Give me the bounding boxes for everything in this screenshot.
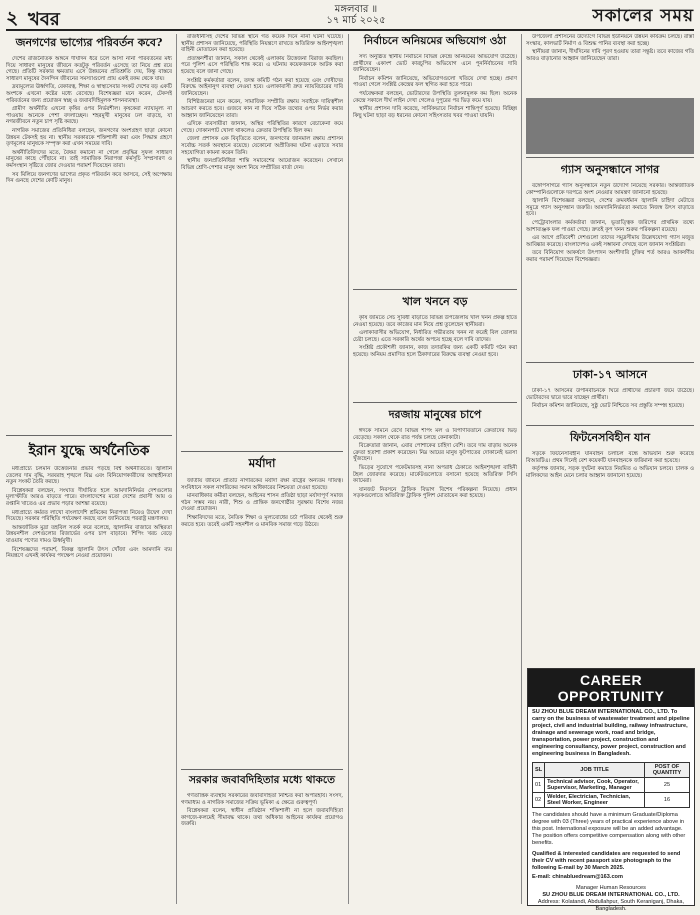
article [353, 34, 517, 286]
paragraph: দেশের রাজনৈতিক অঙ্গনে দীর্ঘদিন ধরে চলে আসা নানা পরিবর্তনের মধ্য দিয়ে সাধারণ মানুষের জীবনে কতটুকু পরিবর্তন এসেছে তা নিয়ে প্রশ্ন রয়ে গেছে। প্রতিটি সরকার ক্ষমতায় এসে উন্নয়নের প্রতিশ্রুতি দেয়, কিন্তু বাস্তবে সাধারণ মানুষের দৈনন্দিন জীবনের সমস্যাগুলো প্রায় একই রকম থেকে যায়। [6, 56, 172, 82]
job-table-header [533, 763, 690, 778]
column-2 [181, 34, 343, 903]
career-ad-address: Address: Kolatandi, Abdullahpur, South Keraniganj, Dhaka, Bangladesh. [537, 899, 685, 912]
article [353, 406, 517, 898]
paragraph: শিক্ষাবিদদের মতে, নৈতিক শিক্ষা ও মূল্যবোধের চর্চা পরিবার থেকেই শুরু করতে হবে। তবেই একটি সহনশীল ও মানবিক সমাজ গড়ে উঠবে। [181, 514, 343, 528]
table-row [533, 778, 690, 793]
table-row [533, 793, 690, 808]
paragraph: পেট্রোবাংলার কর্মকর্তারা জানান, ভূতাত্ত্বিক জরিপের প্রাথমিক তথ্যে আশাব্যঞ্জক ফল পাওয়া গেছে। দ্রুতই কূপ খনন শুরুর পরিকল্পনা রয়েছে। [526, 219, 694, 233]
paragraph: এর আগে প্রতিবেশী দেশগুলো তাদের সমুদ্রসীমায় উল্লেখযোগ্য গ্যাস মজুত আবিষ্কার করেছে। বাংলাদেশও একই সম্ভাবনা দেখছে বলে জানান সংশ্লিষ্টরা। [526, 235, 694, 248]
job-table [532, 762, 690, 808]
paragraph: এলাকাবাসীর অভিযোগ, নির্ধারিত গভীরতায় খনন না করেই বিল তোলার চেষ্টা চলছে। এতে সরকারি অর্থের অপচয় হচ্ছে বলে দাবি তাদের। [353, 330, 517, 343]
paragraph: যানজট নিরসনে ট্রাফিক বিভাগ বিশেষ পরিকল্পনা নিয়েছে। প্রধান সড়কগুলোতে অতিরিক্ত ট্রাফিক পুলিশ মোতায়েন করা হয়েছে। [353, 486, 517, 500]
paragraph: ঈদকে সামনে রেখে বিভিন্ন শপিং মল ও বিপণিবিতানে ক্রেতাদের ভিড় বেড়েছে। সকাল থেকে রাত পর্যন্ত চলছে কেনাকাটা। [353, 428, 517, 441]
article-headline: ইরান যুদ্ধে অর্থনৈতিক [28, 443, 150, 459]
paragraph: কৃষি জমিতে সেচ সুবিধা বাড়াতে বিভিন্ন উপজেলায় খাল খনন প্রকল্প হাতে নেওয়া হয়েছে। তবে কাজের মান নিয়ে প্রশ্ন তুলেছেন স্থানীয়রা। [353, 315, 517, 328]
paragraph: সংশ্লিষ্ট প্রকৌশলী জানান, কাজ তদারকির জন্য একটি কমিটি গঠন করা হয়েছে। অনিয়ম প্রমাণিত হলে ঠিকাদারের বিরুদ্ধে ব্যবস্থা নেওয়া হবে। [353, 345, 517, 358]
section-divider [353, 402, 517, 403]
paragraph: মধ্যপ্রাচ্যে কর্মরত লাখো বাংলাদেশি শ্রমিকের নিরাপত্তা নিয়েও উদ্বেগ দেখা দিয়েছে। সরকার পরিস্থিতি পর্যবেক্ষণ করছে বলে জানিয়েছে পররাষ্ট্র মন্ত্রণালয়। [6, 509, 172, 523]
article-headline: নির্বাচনে অনিয়মের অভিযোগ ওঠা [363, 35, 507, 47]
article-headline: ঢাকা-১৭ আসনে [572, 368, 648, 381]
column-4 [526, 34, 694, 531]
column-divider [176, 34, 177, 904]
cell-job-title: Welder, Electrician, Technician, Steel Worker, Engineer [545, 793, 645, 808]
paragraph: তবে বিনিয়োগ আকর্ষণে উৎপাদন অংশীদারি চুক্তির শর্ত আরও আকর্ষণীয় করার পরামর্শ দিয়েছেন বিশেষজ্ঞরা। [526, 250, 694, 263]
section-divider [6, 435, 172, 436]
column-3 [353, 34, 517, 898]
career-ad-company: SU ZHOU BLUE DREAM INTERNATIONAL CO., LTD. [542, 892, 680, 898]
section-divider [526, 362, 694, 363]
section-name: খবর [28, 9, 60, 30]
article [526, 429, 694, 531]
article-body [526, 451, 694, 531]
article-headline: জনগণের ভাগ্যের পরিবর্তন কবে? [15, 36, 163, 49]
career-ad-signoff: Manager Human Resources [576, 885, 646, 891]
article-headline: ফিটনেসবিহীন যান [569, 431, 651, 444]
paragraph: বিশ্লেষকরা বলছেন, সংঘাত দীর্ঘায়িত হলে আমদানিনির্ভর দেশগুলোর মূল্যস্ফীতি আরও বাড়তে পারে। বাংলাদেশের মতো দেশের প্রবাসী আয় ও রপ্তানি খাতেও এর প্রভাব পড়ার আশঙ্কা রয়েছে। [6, 487, 172, 507]
cell-quantity: 25 [644, 778, 689, 793]
column-header: JOB TITLE [545, 763, 645, 778]
section-divider [353, 289, 517, 290]
paragraph: সদ্য অনুষ্ঠিত স্থানীয় নির্বাচনে বিভিন্ন কেন্দ্রে অনিয়মের অভিযোগ উঠেছে। প্রার্থীদের একাংশ ভোট কারচুপির অভিযোগ এনে পুনর্নির্বাচনের দাবি জানিয়েছেন। [353, 54, 517, 74]
section-divider [181, 769, 343, 770]
column-divider [521, 34, 522, 904]
paragraph: অর্থনীতিবিদদের মতে, বৈষম্য কমানো না গেলে প্রবৃদ্ধির সুফল সাধারণ মানুষের কাছে পৌঁছাবে না। তাই সামাজিক নিরাপত্তা কর্মসূচি সম্প্রসারণ ও কর্মসংস্থান সৃষ্টিতে জোর দেওয়ার পরামর্শ দিয়েছেন তারা। [6, 149, 172, 169]
cell-sl: 02 [533, 793, 545, 808]
article-body [526, 388, 694, 422]
paragraph: এদিকে ব্যবসায়ীরা জানান, অস্থির পরিস্থিতির কারণে বেচাকেনা কমে গেছে। দোকানপাট খোলা থাকলেও ক্রেতার উপস্থিতি ছিল কম। [181, 121, 343, 134]
column-1 [6, 34, 172, 912]
article-headline: মর্যাদা [248, 456, 276, 470]
section-divider [526, 425, 694, 426]
article-body [526, 34, 694, 96]
paragraph: নাগরিক সমাজের প্রতিনিধিরা বলছেন, জনগণের অংশগ্রহণ ছাড়া কোনো উন্নয়ন টেকসই হয় না। স্থানীয় সরকারকে শক্তিশালী করা এবং সিদ্ধান্ত গ্রহণে তৃণমূলের মানুষকে সম্পৃক্ত করা এখন সময়ের দাবি। [6, 127, 172, 148]
paragraph: আন্তর্জাতিক মুদ্রা তহবিল সতর্ক করে বলেছে, জ্বালানির বাজারে অস্থিরতা উন্নয়নশীল দেশগুলোর রিজার্ভের ওপর চাপ বাড়াবে। শিপিং খরচ বেড়ে যাওয়ায় পণ্যের দামও ঊর্ধ্বমুখী। [6, 524, 172, 544]
article-headline: খাল খননে বড় [402, 295, 468, 308]
paragraph: ঢাকা-১৭ আসনের উপনির্বাচনকে ঘিরে প্রার্থীদের প্রচারণা জমে উঠেছে। ভোটারদের দ্বারে দ্বারে যাচ্ছেন প্রার্থীরা। [526, 388, 694, 401]
career-ad-apply: Qualified & interested candidates are requested to send their CV with recent passport size photograph to the following E-mail by 30 March 2025. [532, 851, 681, 871]
cell-sl: 01 [533, 778, 545, 793]
paragraph: স্থানীয়রা জানান, দীর্ঘদিনের দাবি পূরণ হওয়ায় তারা সন্তুষ্ট। তবে কাজের গতি আরও বাড়ানোর আহ্বান জানিয়েছেন তারা। [526, 49, 694, 62]
article-headline: গ্যাস অনুসন্ধানে সাগর [560, 163, 660, 176]
paragraph: মানবাধিকার কর্মীরা বলছেন, আইনের শাসন প্রতিষ্ঠা ছাড়া মর্যাদাপূর্ণ সমাজ গঠন সম্ভব নয়। নারী, শিশু ও প্রান্তিক জনগোষ্ঠীর সুরক্ষায় বিশেষ নজর দেওয়া প্রয়োজন। [181, 493, 343, 513]
section-divider [181, 451, 343, 452]
career-ad-intro: SU ZHOU BLUE DREAM INTERNATIONAL CO., LTD. To carry on the business of wastewater treatment and pipeline project, civil and industrial building, railway infrastructure, drainage and sewerage work, road and bridge, transportation, power project, construction and engineering consultancy, power project, construction and engineering business in Bangladesh. [532, 709, 690, 757]
article [6, 439, 172, 912]
article [6, 34, 172, 432]
column-header: SL [533, 763, 545, 778]
cell-quantity: 16 [644, 793, 689, 808]
paragraph: উপজেলা প্রশাসনের উদ্যোগে বিভিন্ন ইউনিয়নে উন্নয়ন কার্যক্রম চলছে। রাস্তা সংস্কার, কালভার্ট নির্মাণ ও বিশুদ্ধ পানির ব্যবস্থা করা হচ্ছে। [526, 34, 694, 47]
article [181, 455, 343, 766]
page-number: ২ [6, 7, 19, 29]
article-body [6, 466, 172, 912]
article-body [181, 478, 343, 766]
masthead [6, 3, 694, 31]
paragraph: কর্তৃপক্ষ জানায়, সড়ক দুর্ঘটনা কমাতে নিয়মিত এ অভিযান চলবে। চালক ও মালিকদের আইন মেনে চলার আহ্বান জানানো হয়েছে। [526, 466, 694, 479]
paragraph: জেলা প্রশাসক এক বিবৃতিতে বলেন, জনগণের জানমাল রক্ষায় প্রশাসন সর্বোচ্চ সতর্ক অবস্থানে রয়েছে। যেকোনো অপ্রীতিকর ঘটনা এড়াতে সবার সহযোগিতা কামনা করেন তিনি। [181, 136, 343, 156]
paragraph: গণতান্ত্রিক ব্যবস্থায় সরকারের জবাবদিহিতা নিশ্চিত করা অপরিহার্য। সংসদ, গণমাধ্যম ও নাগরিক সমাজের সক্রিয় ভূমিকা এ ক্ষেত্রে গুরুত্বপূর্ণ। [181, 793, 343, 806]
paragraph: পর্যবেক্ষকরা বলছেন, ভোটারদের উপস্থিতি তুলনামূলক কম ছিল। অনেক কেন্দ্রে সকালে দীর্ঘ লাইন দেখা গেলেও দুপুরের পর ভিড় কমে যায়। [353, 90, 517, 104]
paragraph: মধ্যপ্রাচ্যে চলমান উত্তেজনার প্রভাব পড়ছে বিশ্ব অর্থনীতিতে। জ্বালানি তেলের দাম বৃদ্ধি, সরবরাহ শৃঙ্খলে বিঘ্ন এবং বিনিয়োগকারীদের আস্থাহীনতা নতুন সংকট তৈরি করছে। [6, 466, 172, 486]
article [181, 773, 343, 903]
paragraph: স্থানীয় প্রশাসন দাবি করেছে, সার্বিকভাবে নির্বাচন শান্তিপূর্ণ হয়েছে। বিচ্ছিন্ন কিছু ঘটনা ছাড়া বড় ধরনের কোনো সহিংসতার খবর পাওয়া যায়নি। [353, 106, 517, 119]
date-label: ১৭ মার্চ ২০২৫ [326, 15, 386, 26]
article-body [526, 183, 694, 359]
paragraph: জ্বালানি বিশেষজ্ঞরা বলছেন, দেশের ক্রমবর্ধমান জ্বালানি চাহিদা মেটাতে সমুদ্রে গ্যাস অনুসন্ধান জরুরি। আমদানিনির্ভরতা কমাতে নিজস্ব উৎস বাড়াতে হবে। [526, 198, 694, 218]
date-block [306, 4, 406, 26]
article [526, 366, 694, 422]
paragraph: বিশিষ্টজনেরা মনে করেন, সামাজিক সম্প্রীতি রক্ষায় সবাইকে দায়িত্বশীল আচরণ করতে হবে। গুজবে কান না দিয়ে সঠিক তথ্যের ওপর নির্ভর করার আহ্বান জানিয়েছেন তারা। [181, 99, 343, 119]
paragraph: ভিড়ের সুযোগে পকেটমারসহ নানা অপরাধ ঠেকাতে আইনশৃঙ্খলা বাহিনী টহল জোরদার করেছে। মার্কেটগুলোতে বসানো হয়েছে অতিরিক্ত সিসি ক্যামেরা। [353, 464, 517, 485]
career-ad-email: E-mail: chinabluedream@163.com [532, 874, 623, 880]
article-body [181, 793, 343, 903]
paragraph: বঙ্গোপসাগরে গ্যাস অনুসন্ধানে নতুন উদ্যোগ নিয়েছে সরকার। আন্তর্জাতিক কোম্পানিগুলোকে দরপত্রে অংশ নেওয়ার আমন্ত্রণ জানানো হয়েছে। [526, 183, 694, 196]
article [526, 161, 694, 359]
article-body [6, 56, 172, 432]
paragraph: রাজধানীসহ দেশের বিভিন্ন স্থানে গত কয়েক দিনে নানা ঘটনা ঘটেছে। স্থানীয় প্রশাসন জানিয়েছে, পরিস্থিতি নিয়ন্ত্রণে রাখতে অতিরিক্ত আইনশৃঙ্খলা বাহিনী মোতায়েন করা হয়েছে। [181, 34, 343, 54]
paragraph: জাতীয় জীবনে প্রতিটি নাগরিকের মর্যাদা রক্ষা রাষ্ট্রের অন্যতম দায়িত্ব। সংবিধানে সকল নাগরিকের সমান অধিকারের নিশ্চয়তা দেওয়া হয়েছে। [181, 478, 343, 491]
paragraph: বিশ্লেষকরা বলেন, স্বাধীন প্রতিষ্ঠান শক্তিশালী না হলে জবাবদিহিতা কাগজে-কলমেই সীমাবদ্ধ থাকে। তথ্য অধিকার আইনের কার্যকর প্রয়োগও জরুরি। [181, 808, 343, 828]
paragraph: প্রত্যক্ষদর্শীরা জানান, সকাল থেকেই এলাকায় উত্তেজনা বিরাজ করছিল। পরে পুলিশ এসে পরিস্থিতি শান্ত করে। এ ঘটনায় কয়েকজনকে আটক করা হয়েছে বলে জানা গেছে। [181, 55, 343, 75]
section-divider [526, 157, 694, 158]
career-ad-requirements: The candidates should have a minimum Graduate/Diploma degree with 03 (Three) years of practical experience above in this post. International exposure will be an added advantage. The position offers competitive compensation along with other benefits. [532, 812, 686, 846]
paragraph: সংশ্লিষ্ট কর্মকর্তারা বলেন, তদন্ত কমিটি গঠন করা হয়েছে এবং দোষীদের বিরুদ্ধে আইনানুগ ব্যবস্থা নেওয়া হবে। এলাকাবাসী দ্রুত ন্যায়বিচারের দাবি জানিয়েছেন। [181, 77, 343, 97]
news-photo [526, 98, 694, 154]
day-label: মঙ্গলবার ॥ [334, 4, 378, 15]
paragraph: গ্রামীণ অর্থনীতি এখনো কৃষির ওপর নির্ভরশীল। কৃষকেরা ন্যায্যমূল্য না পাওয়ায় অনেকে পেশা বদলাচ্ছেন। শহরমুখী মানুষের ঢল বাড়ছে, যা নগরজীবনে নতুন চাপ সৃষ্টি করছে। [6, 106, 172, 126]
article-body [353, 315, 517, 399]
paragraph: দ্রব্যমূল্যের ঊর্ধ্বগতি, বেকারত্ব, শিক্ষা ও স্বাস্থ্যসেবার সংকট দেশের বড় একটি অংশকে এখনো কষ্টের মধ্যে রেখেছে। বিশেষজ্ঞরা মনে করেন, টেকসই পরিবর্তনের জন্য প্রয়োজন স্বচ্ছ ও জবাবদিহিমূলক শাসনব্যবস্থা। [6, 84, 172, 104]
column-header: POST OF QUANTITY [644, 763, 689, 778]
article-body [181, 34, 343, 448]
career-ad-title: CAREER OPPORTUNITY [528, 669, 694, 707]
paragraph: বিশেষজ্ঞদের পরামর্শ, বিকল্প জ্বালানি উৎস খোঁজা এবং আমদানি ব্যয় নিয়ন্ত্রণে এখনই কার্যকর পদক্ষেপ নেওয়া প্রয়োজন। [6, 546, 172, 560]
paragraph: সব মিলিয়ে জনগণের ভাগ্যের প্রকৃত পরিবর্তন কবে আসবে, সেই অপেক্ষায় দিন গুনছে দেশের কোটি মানুষ। [6, 171, 172, 185]
article-headline: সরকার জবাবদিহিতার মধ্যে থাকতে [189, 774, 335, 786]
paragraph: বিক্রেতারা জানান, এবার পোশাকের চাহিদা বেশি। তবে দাম বাড়ায় অনেক ক্রেতা হতাশা প্রকাশ করেছেন। নিম্ন আয়ের মানুষ ফুটপাতের দোকানেই ভরসা খুঁজছেন। [353, 443, 517, 463]
career-ad [527, 668, 695, 912]
article-body [353, 54, 517, 286]
column-divider [348, 34, 349, 904]
paragraph: সড়কে ফিটনেসবিহীন যানবাহন চলাচল বন্ধে অভিযান শুরু করেছে বিআরটিএ। প্রথম দিনেই বেশ কয়েকটি যানবাহনকে জরিমানা করা হয়েছে। [526, 451, 694, 464]
paragraph: স্থানীয় জনপ্রতিনিধিরা শান্তি সমাবেশের আয়োজন করেছেন। সেখানে বিভিন্ন শ্রেণি-পেশার মানুষ অংশ নিয়ে সম্প্রীতির বার্তা দেন। [181, 158, 343, 171]
article-headline: দরজায় মানুষের চাপে [388, 408, 482, 421]
newspaper-brand: সকালের সময় [592, 6, 694, 26]
paragraph: নির্বাচন কমিশন জানিয়েছে, সুষ্ঠু ভোট নিশ্চিতে সব প্রস্তুতি সম্পন্ন হয়েছে। [532, 403, 685, 410]
paragraph: নির্বাচন কমিশন জানিয়েছে, অভিযোগগুলো খতিয়ে দেখা হচ্ছে। প্রমাণ পাওয়া গেলে সংশ্লিষ্ট কেন্দ্রের ফল স্থগিত করা হতে পারে। [353, 75, 517, 89]
article-body [353, 428, 517, 898]
cell-job-title: Technical advisor, Cook, Operator, Supervisor, Marketing, Manager [545, 778, 645, 793]
article [353, 293, 517, 399]
